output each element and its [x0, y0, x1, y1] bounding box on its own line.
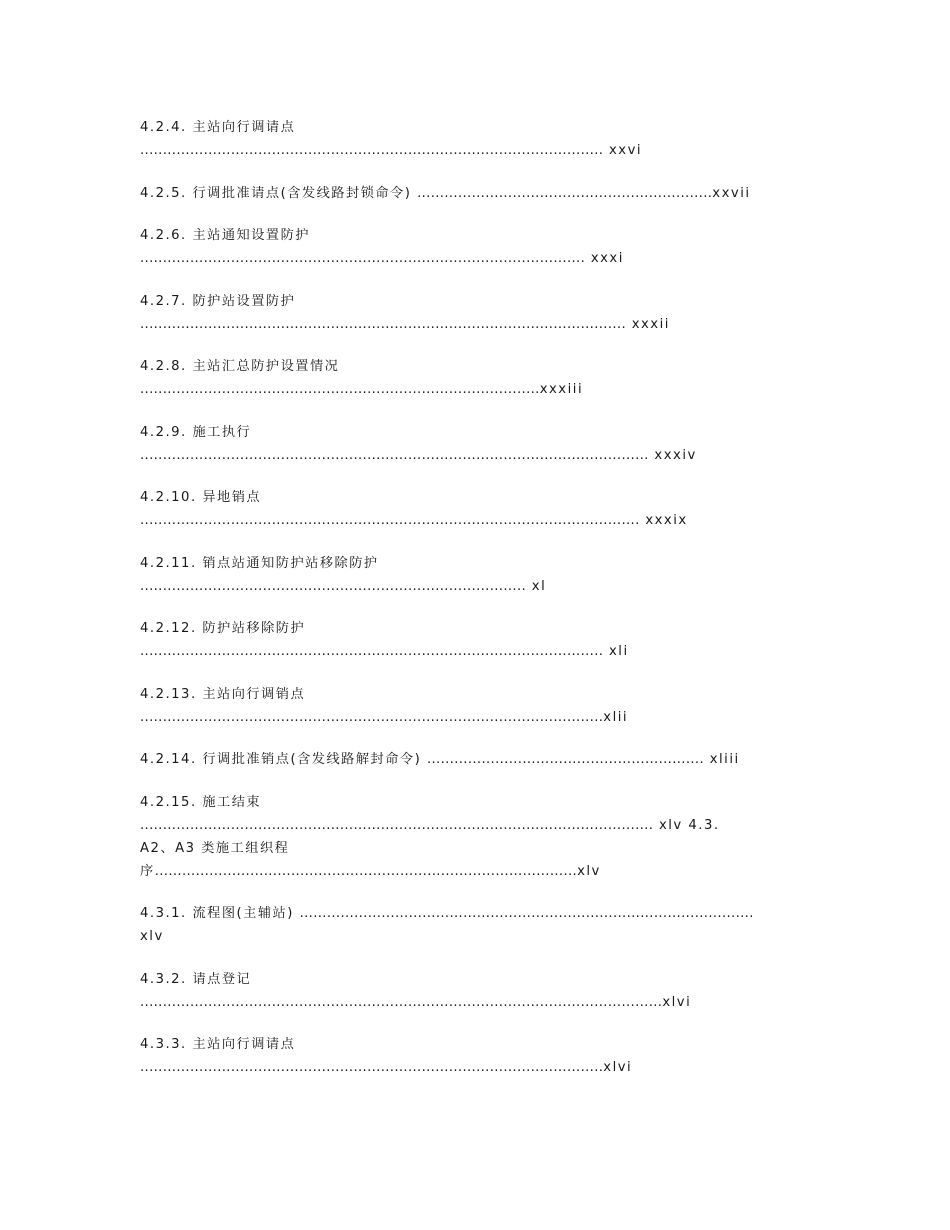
toc-entry-leader: ................................................................................................................... [140, 994, 663, 1010]
toc-entry-leader: ...................................................................................................... [140, 709, 604, 725]
toc-entry-title: 4.3.1. 流程图(主辅站) [140, 906, 294, 921]
toc-entry-leader: ................................................................. [417, 185, 713, 201]
toc-entry[interactable] [140, 791, 820, 883]
toc-entry-title: 4.2.15. 施工结束 [140, 794, 262, 810]
toc-entry-title: 序 [140, 863, 155, 879]
toc-entry-page: xxvii [712, 185, 751, 201]
toc-entry-page: xxxix [645, 513, 688, 528]
toc-entry-page: xxxiii [539, 382, 584, 397]
toc-entry-title: 4.2.11. 销点站通知防护站移除防护 [140, 555, 379, 571]
toc-entry-page: xlii [603, 709, 629, 725]
toc-entry[interactable] [140, 116, 820, 162]
toc-entry[interactable] [140, 486, 820, 532]
toc-entry-title: 4.3.2. 请点登记 [140, 971, 252, 987]
toc-entry-page: xxxi [590, 251, 624, 266]
toc-entry-leader: ................................................................................................................ [140, 447, 649, 463]
toc-entry[interactable] [140, 902, 820, 948]
toc-entry[interactable] [140, 1033, 820, 1079]
toc-entry-page: xlvi [662, 994, 692, 1010]
toc-entry-title: 4.2.10. 异地销点 [140, 490, 262, 505]
toc-entry-title: 4.2.12. 防护站移除防护 [140, 621, 306, 636]
toc-entry-page: xlv 4.3. [658, 817, 720, 833]
toc-entry-leader: ........................................................................................ [140, 382, 540, 397]
toc-entry-page: xxxii [631, 316, 670, 332]
toc-entry-leader: .............................................................................................................. [140, 513, 640, 528]
toc-entry-title: 4.3.3. 主站向行调请点 [140, 1037, 296, 1052]
toc-entry-title: 4.2.7. 防护站设置防护 [140, 293, 296, 309]
toc-entry-title: 4.2.14. 行调批准销点(含发线路解封命令) [140, 752, 422, 767]
toc-entry-page: xliii [709, 752, 740, 767]
toc-entry-page: xxxiv [654, 447, 697, 463]
toc-entry-leader: ...................................................................................................... [140, 1060, 604, 1075]
toc-entry[interactable] [140, 968, 820, 1014]
toc-entry-leader: ............................................................. [426, 752, 705, 767]
toc-entry-leader: ............................................................................................. [154, 863, 578, 879]
toc-entry-page: xlv [577, 863, 601, 879]
toc-entry[interactable] [140, 421, 820, 467]
toc-entry-leader: .................................................................................................. [140, 251, 586, 266]
toc-entry-leader: .................................................................................................... [299, 906, 754, 921]
toc-entry[interactable] [140, 683, 820, 729]
toc-entry-leader: ...................................................................................................... [140, 143, 604, 158]
toc-entry[interactable] [140, 617, 820, 663]
toc-entry-leader: ................................................................................................................. [140, 817, 654, 833]
toc-entry-title: 4.2.13. 主站向行调销点 [140, 686, 306, 702]
toc-entry-title: 4.2.9. 施工执行 [140, 424, 252, 440]
toc-entry-page: xl [531, 578, 547, 594]
toc-entry-title: 4.2.4. 主站向行调请点 [140, 120, 296, 135]
toc-entry-title: A2、A3 类施工组织程 [140, 840, 290, 856]
toc-entry-leader: ..................................................................................... [140, 578, 527, 594]
toc-entry-page: xli [608, 644, 629, 659]
toc-entry-title: 4.2.5. 行调批准请点(含发线路封锁命令) [140, 185, 412, 201]
toc-entry-title: 4.2.6. 主站通知设置防护 [140, 228, 310, 243]
toc-entry-page: xlv [140, 929, 164, 944]
toc-entry-leader: ........................................................................................................... [140, 316, 626, 332]
toc-entry-page: xlvi [603, 1060, 633, 1075]
toc-entry[interactable] [140, 748, 820, 771]
table-of-contents [140, 116, 820, 1099]
toc-entry[interactable] [140, 182, 820, 205]
toc-entry-page: xxvi [608, 143, 643, 158]
toc-entry-title: 4.2.8. 主站汇总防护设置情况 [140, 359, 340, 374]
toc-entry[interactable] [140, 552, 820, 598]
toc-entry[interactable] [140, 224, 820, 270]
toc-entry[interactable] [140, 290, 820, 336]
toc-entry-leader: ...................................................................................................... [140, 644, 604, 659]
toc-entry[interactable] [140, 355, 820, 401]
